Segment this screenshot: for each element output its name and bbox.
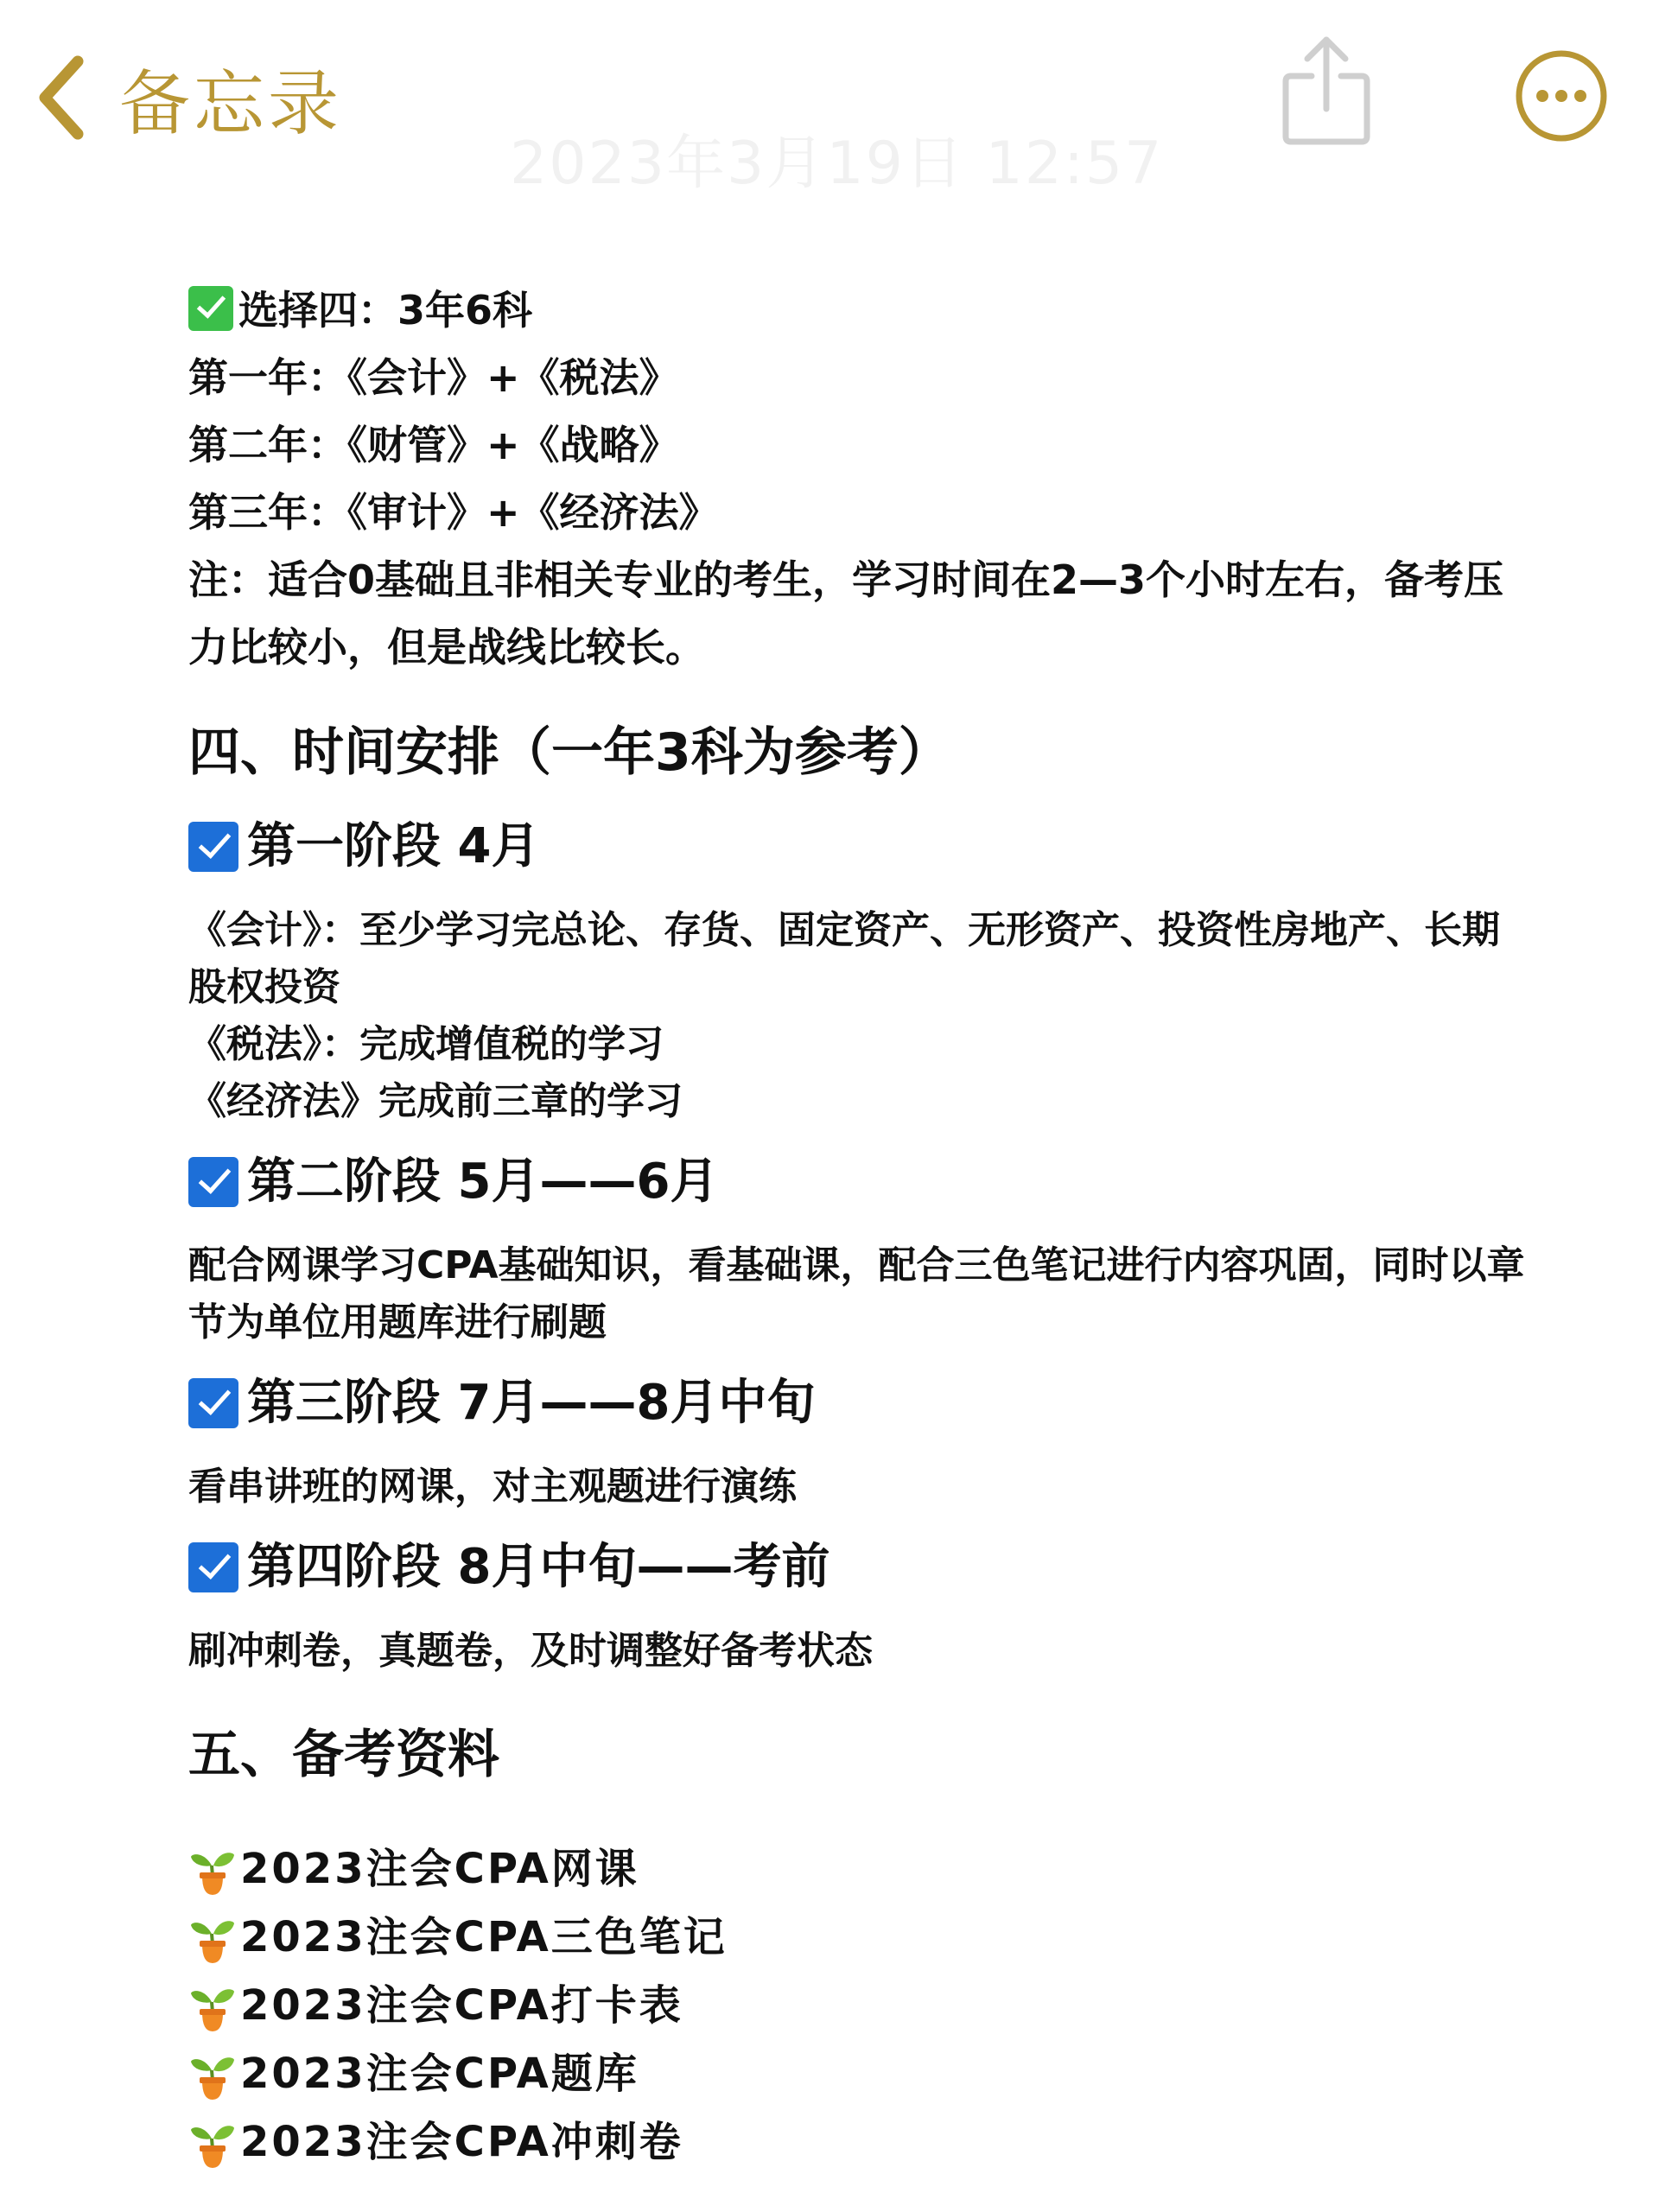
resource-label: 2023注会CPA冲刺卷 bbox=[240, 2118, 683, 2166]
option4-title-line bbox=[188, 276, 1536, 344]
stage4-text: 刷冲刺卷，真题卷，及时调整好备考状态 bbox=[188, 1629, 873, 1673]
year1-line: 第一年：《会计》+《税法》 bbox=[188, 354, 679, 401]
stage4-body bbox=[188, 1623, 1536, 1680]
checkbox-checked-icon bbox=[188, 1378, 238, 1428]
checkbox-checked-icon bbox=[188, 1542, 238, 1592]
resource-item bbox=[188, 1904, 1536, 1972]
sprout-icon bbox=[188, 1981, 237, 2031]
back-button[interactable] bbox=[35, 50, 342, 145]
more-options-button[interactable] bbox=[1514, 48, 1609, 143]
resource-item bbox=[188, 2108, 1536, 2177]
checkbox-checked-icon bbox=[188, 822, 238, 872]
resource-label: 2023注会CPA题库 bbox=[240, 2050, 639, 2098]
section5-heading: 五、备考资料 bbox=[188, 1725, 499, 1785]
sprout-icon bbox=[188, 2118, 237, 2168]
share-button[interactable] bbox=[1279, 35, 1374, 147]
sprout-icon bbox=[188, 1845, 237, 1895]
resource-label: 2023注会CPA网课 bbox=[240, 1845, 639, 1893]
note-content[interactable] bbox=[188, 276, 1536, 2177]
resource-label: 2023注会CPA打卡表 bbox=[240, 1981, 683, 2030]
chevron-left-icon bbox=[35, 54, 86, 141]
stage1-economic-law: 《经济法》完成前三章的学习 bbox=[188, 1079, 683, 1123]
section4-heading: 四、时间安排（一年3科为参考） bbox=[188, 722, 950, 783]
stage3-text: 看串讲班的网课，对主观题进行演练 bbox=[188, 1465, 797, 1509]
sprout-icon bbox=[188, 2050, 237, 2100]
stage3-heading bbox=[188, 1369, 1536, 1438]
option4-title: 选择四：3年6科 bbox=[238, 287, 533, 334]
green-checkmark-icon bbox=[188, 286, 233, 331]
resource-item bbox=[188, 2040, 1536, 2108]
stage3-body bbox=[188, 1459, 1536, 1516]
more-icon bbox=[1514, 48, 1609, 143]
stage1-accounting: 《会计》：至少学习完总论、存货、固定资产、无形资产、投资性房地产、长期股权投资 bbox=[188, 908, 1500, 1009]
stage4-title: 第四阶段 8月中旬——考前 bbox=[247, 1539, 830, 1595]
stage4-heading bbox=[188, 1533, 1536, 1602]
stage3-title: 第三阶段 7月——8月中旬 bbox=[247, 1375, 816, 1431]
sprout-icon bbox=[188, 1913, 237, 1963]
stage1-tax: 《税法》：完成增值税的学习 bbox=[188, 1022, 664, 1066]
stage1-heading bbox=[188, 812, 1536, 881]
stage2-text: 配合网课学习CPA基础知识，看基础课，配合三色笔记进行内容巩固，同时以章节为单位用题库进行刷题 bbox=[188, 1243, 1525, 1344]
year2-line: 第二年：《财管》+《战略》 bbox=[188, 422, 679, 468]
navigation-bar bbox=[0, 0, 1659, 199]
back-label: 备忘录 bbox=[119, 62, 343, 145]
resource-item bbox=[188, 1835, 1536, 1904]
option4-note: 注：适合0基础且非相关专业的考生，学习时间在2—3个小时左右，备考压力比较小，但是战线比较长。 bbox=[188, 556, 1504, 671]
share-icon bbox=[1279, 35, 1374, 147]
note-timestamp: 2023年3月19日 12:57 bbox=[510, 130, 1164, 198]
stage2-body bbox=[188, 1237, 1536, 1351]
year3-line: 第三年：《审计》+《经济法》 bbox=[188, 489, 719, 536]
stage1-title: 第一阶段 4月 bbox=[247, 818, 540, 874]
stage2-title: 第二阶段 5月——6月 bbox=[247, 1154, 719, 1210]
resource-label: 2023注会CPA三色笔记 bbox=[240, 1913, 728, 1961]
checkbox-checked-icon bbox=[188, 1157, 238, 1207]
stage1-body bbox=[188, 902, 1536, 1130]
resource-item bbox=[188, 1972, 1536, 2040]
stage2-heading bbox=[188, 1147, 1536, 1217]
